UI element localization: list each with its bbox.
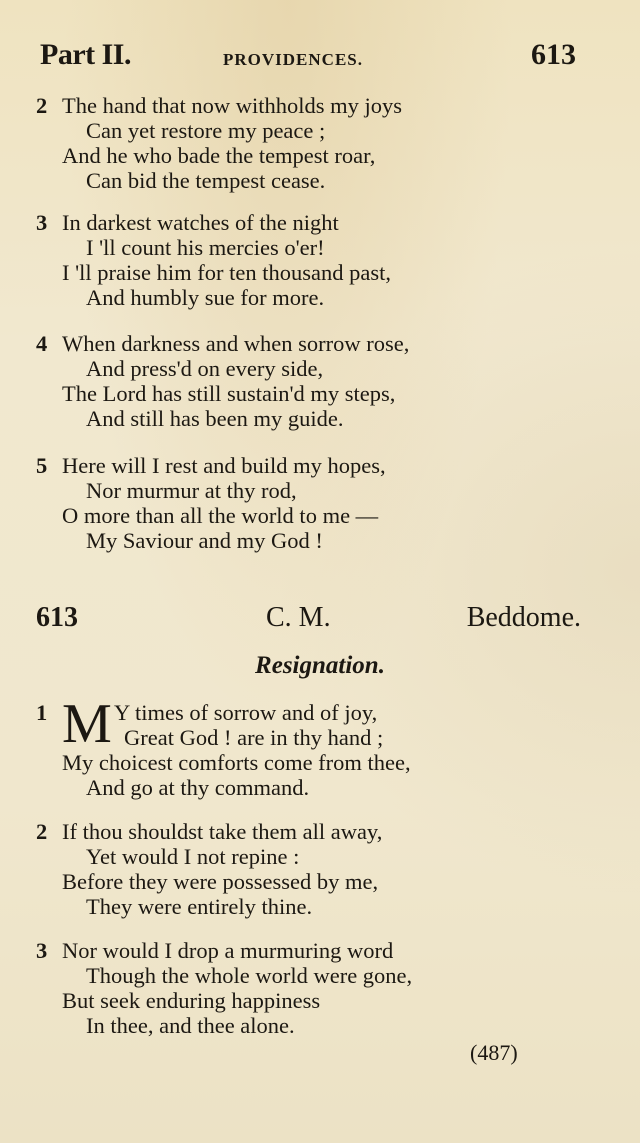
prev-hymn-stanza-3: [36, 210, 596, 310]
verse-line: O more than all the world to me —: [62, 503, 379, 528]
stanza-line: [36, 210, 596, 235]
stanza-line: [36, 988, 596, 1013]
stanza-line: [36, 725, 596, 750]
stanza-line: [36, 938, 596, 963]
verse-line: And still has been my guide.: [86, 406, 344, 431]
stanza-number: 2: [36, 93, 48, 118]
verse-line: And humbly sue for more.: [86, 285, 325, 310]
verse-line: Here will I rest and build my hopes,: [62, 453, 386, 478]
stanza-line: [36, 453, 596, 478]
stanza-line: [36, 356, 596, 381]
verse-line: The hand that now withholds my joys: [62, 93, 402, 118]
verse-line: Y times of sorrow and of joy,: [114, 700, 378, 725]
verse-line: My choicest comforts come from thee,: [62, 750, 411, 775]
verse-line: When darkness and when sorrow rose,: [62, 331, 410, 356]
verse-line: Can bid the tempest cease.: [86, 168, 326, 193]
stanza-line: [36, 1013, 596, 1038]
stanza-line: [36, 331, 596, 356]
hymn-stanza-3: [36, 938, 596, 1038]
stanza-line: [36, 503, 596, 528]
hymn-title: Resignation.: [255, 652, 385, 679]
running-head: [40, 38, 580, 78]
stanza-line: [36, 235, 596, 260]
stanza-number: 2: [36, 819, 48, 844]
running-head-hymn-number: 613: [531, 38, 576, 71]
verse-line: The Lord has still sustain'd my steps,: [62, 381, 396, 406]
stanza-line: [36, 869, 596, 894]
drop-cap: M: [62, 693, 112, 755]
verse-line: And he who bade the tempest roar,: [62, 143, 376, 168]
stanza-line: [36, 819, 596, 844]
stanza-number: 3: [36, 938, 48, 963]
stanza-number: 3: [36, 210, 48, 235]
verse-line: Nor would I drop a murmuring word: [62, 938, 394, 963]
stanza-line: [36, 750, 596, 775]
verse-line: Though the whole world were gone,: [86, 963, 413, 988]
prev-hymn-stanza-5: [36, 453, 596, 553]
stanza-line: [36, 478, 596, 503]
prev-hymn-stanza-4: [36, 331, 596, 431]
verse-line: They were entirely thine.: [86, 894, 313, 919]
stanza-line: [36, 260, 596, 285]
verse-line: I 'll count his mercies o'er!: [86, 235, 325, 260]
hymn-number: 613: [36, 602, 78, 633]
verse-line: And go at thy command.: [86, 775, 310, 800]
running-head-section: PROVIDENCES.: [223, 50, 363, 69]
stanza-line: [36, 118, 596, 143]
page-number: (487): [470, 1040, 518, 1065]
stanza-line: [36, 93, 596, 118]
verse-line: If thou shouldst take them all away,: [62, 819, 383, 844]
stanza-line: [36, 381, 596, 406]
verse-line: Nor murmur at thy rod,: [86, 478, 297, 503]
verse-line: Great God ! are in thy hand ;: [124, 725, 384, 750]
verse-line: Before they were possessed by me,: [62, 869, 379, 894]
hymn-author: Beddome.: [466, 602, 581, 633]
hymn-stanza-2: [36, 819, 596, 919]
hymn-meter: C. M.: [266, 602, 331, 633]
prev-hymn-stanza-2: [36, 93, 596, 193]
hymn-stanza-1: [36, 693, 596, 800]
verse-line: Can yet restore my peace ;: [86, 118, 326, 143]
stanza-number: 1: [36, 700, 48, 725]
verse-line: My Saviour and my God !: [86, 528, 323, 553]
verse-line: In darkest watches of the night: [62, 210, 339, 235]
stanza-line: [36, 775, 596, 800]
verse-line: I 'll praise him for ten thousand past,: [62, 260, 391, 285]
verse-line: In thee, and thee alone.: [86, 1013, 295, 1038]
stanza-line: [36, 285, 596, 310]
stanza-line: [36, 143, 596, 168]
stanza-number: 5: [36, 453, 48, 478]
hymn-heading: [36, 602, 581, 642]
stanza-line: [36, 894, 596, 919]
verse-line: And press'd on every side,: [86, 356, 324, 381]
stanza-line: [36, 963, 596, 988]
stanza-line: [36, 844, 596, 869]
stanza-line: [36, 406, 596, 431]
stanza-line: [36, 168, 596, 193]
verse-line: Yet would I not repine :: [86, 844, 300, 869]
stanza-line: [36, 528, 596, 553]
verse-line: But seek enduring happiness: [62, 988, 321, 1013]
stanza-number: 4: [36, 331, 48, 356]
running-head-part: Part II.: [40, 38, 131, 71]
